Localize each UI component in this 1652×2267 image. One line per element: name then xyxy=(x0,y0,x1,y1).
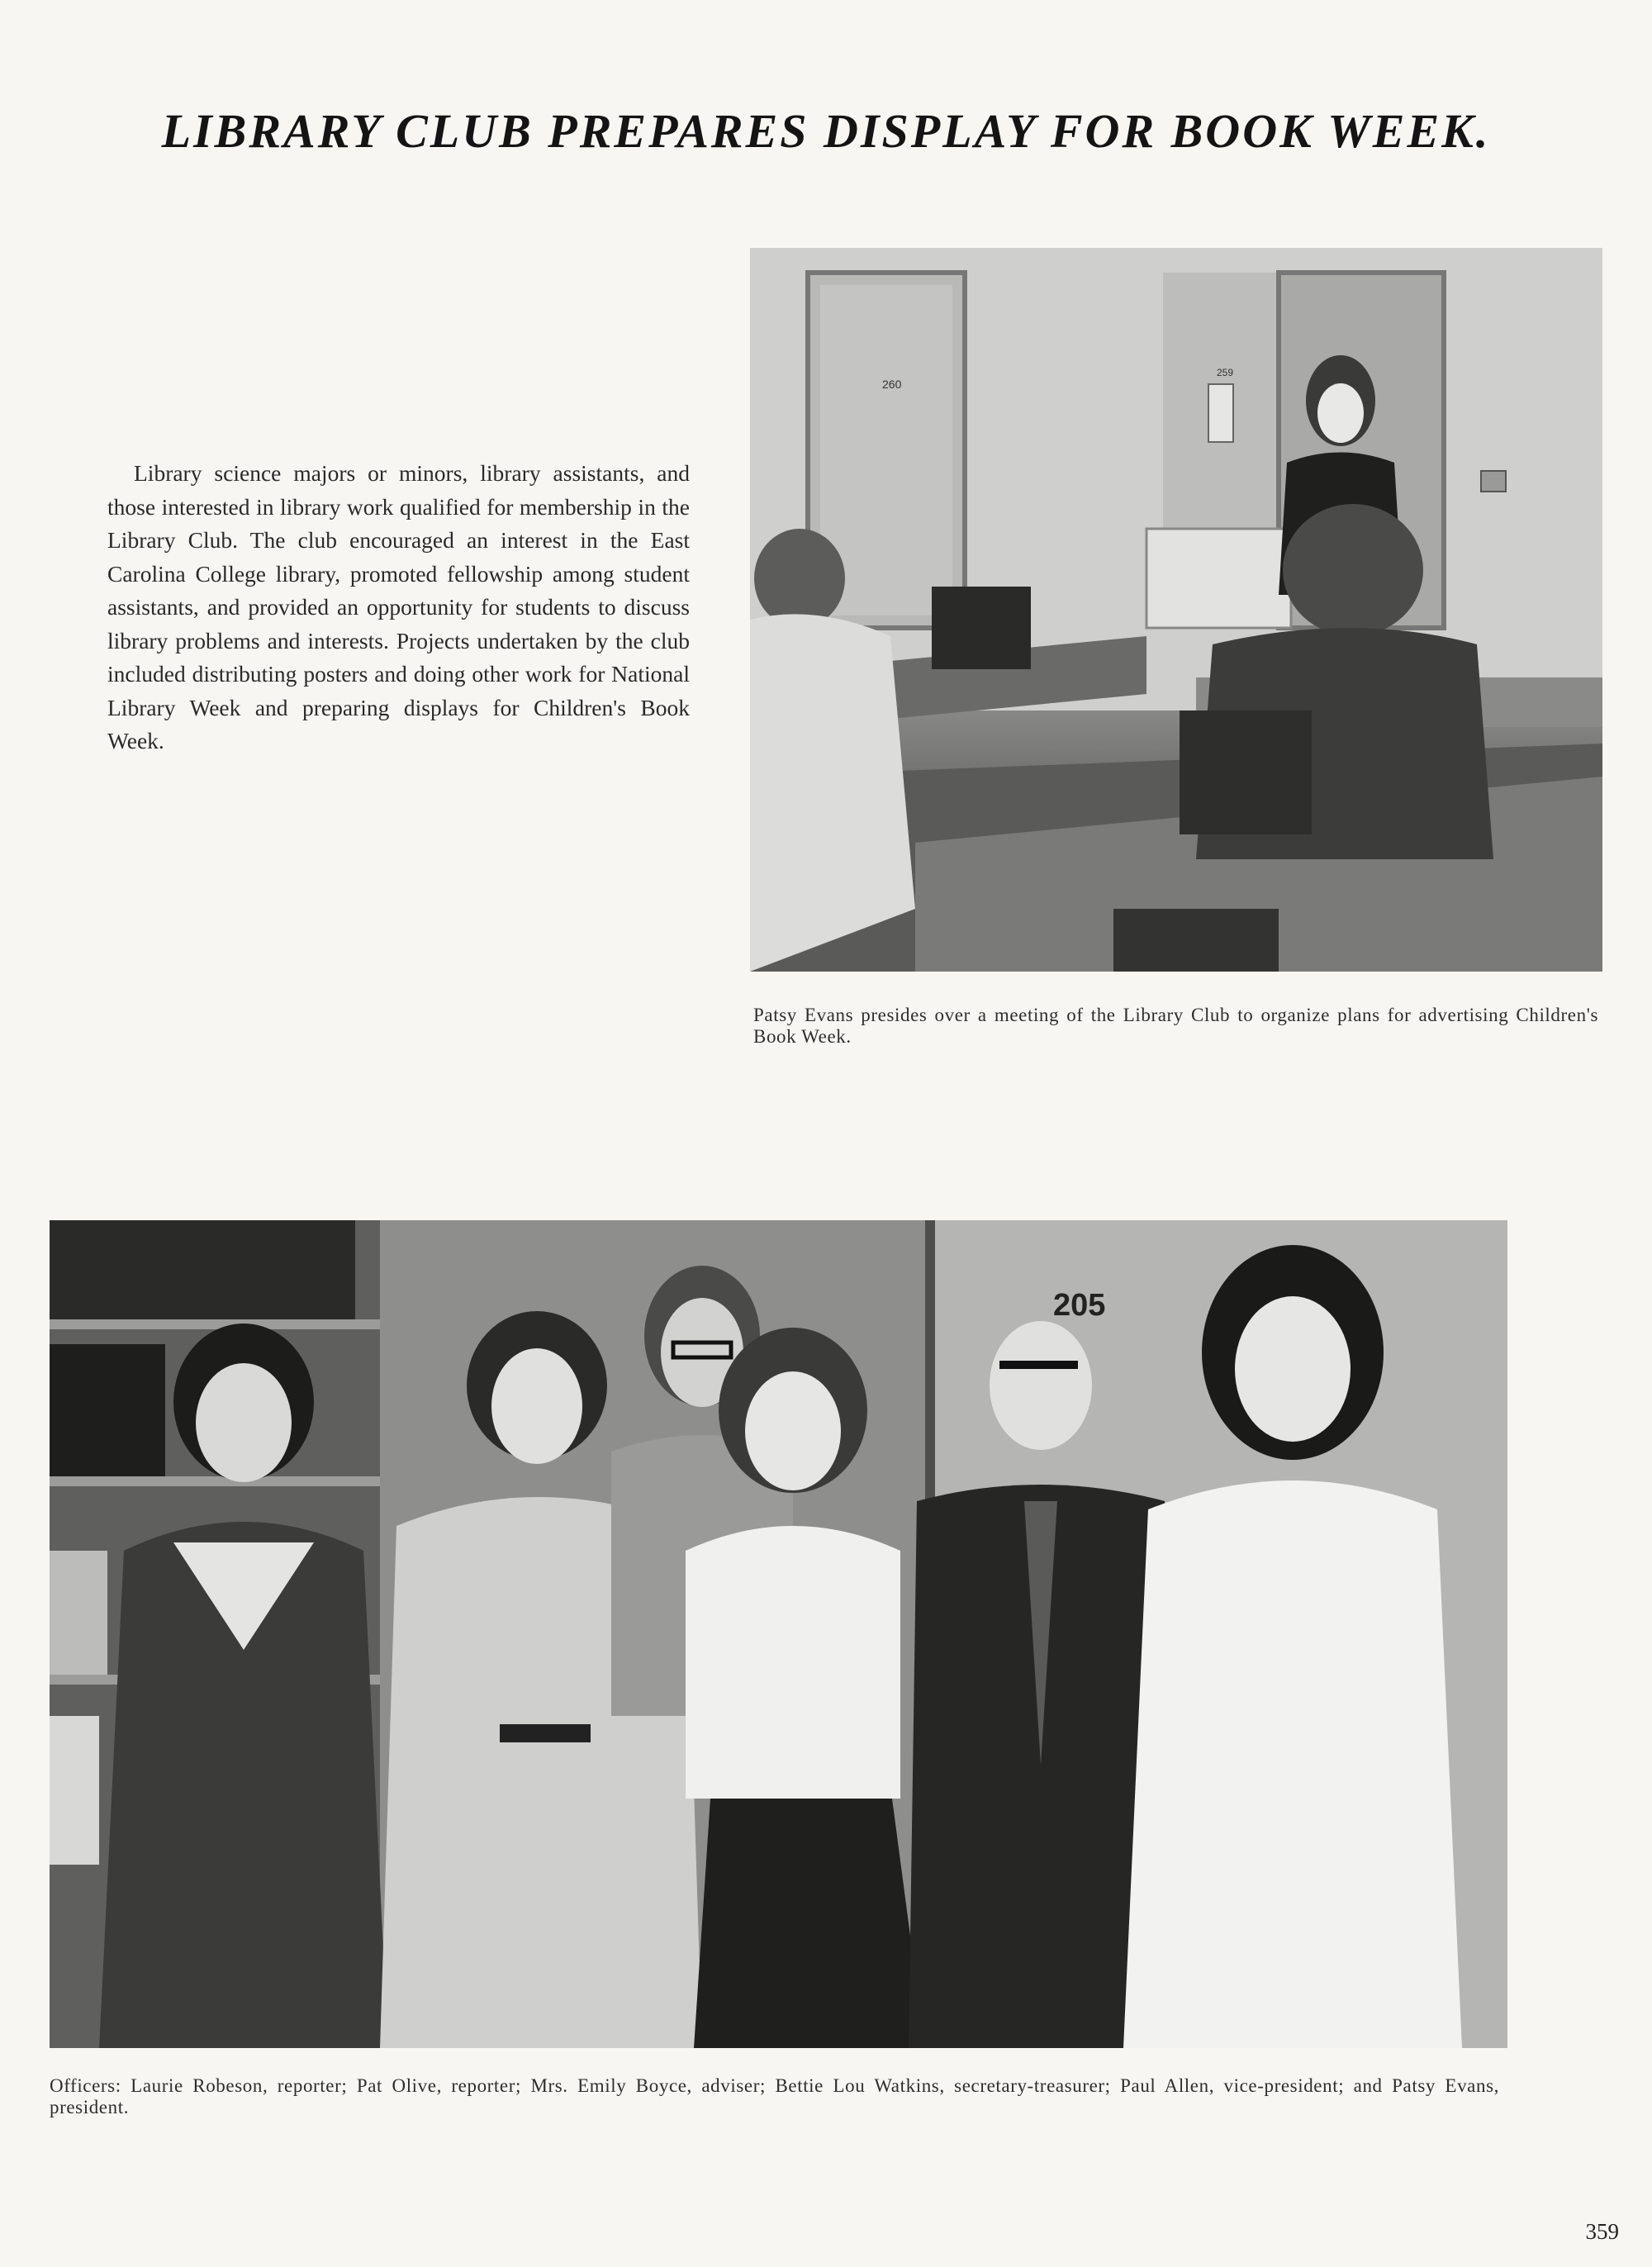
page-number: 359 xyxy=(1585,2219,1619,2244)
officers-photo-drawing xyxy=(50,1220,1507,2048)
meeting-photo-caption: Patsy Evans presides over a meeting of the Library Club to organize plans for advertising Children's Book Week. xyxy=(753,1005,1598,1047)
meeting-photo xyxy=(750,248,1602,972)
door-number-right: 259 xyxy=(1217,367,1234,378)
officers-photo-caption: Officers: Laurie Robeson, reporter; Pat Olive, reporter; Mrs. Emily Boyce, adviser; Bettie Lou Watkins, secretary-treasurer; Paul Allen, vice-president; and Patsy Evans, president. xyxy=(50,2075,1499,2117)
article-body: Library science majors or minors, library assistants, and those interested in library work qualified for membership in the Library Club. The club encouraged an interest in the East Carolina College library, promoted fellowship among student assistants, and provided an opportunity for students to discuss library problems and interests. Projects undertaken by the club included distributing posters and doing other work for National Library Week and preparing displays for Children's Book Week. xyxy=(107,460,690,753)
meeting-photo-drawing xyxy=(750,248,1602,972)
door-number-left: 260 xyxy=(882,378,902,391)
door-number: 205 xyxy=(1053,1288,1106,1323)
page-headline: LIBRARY CLUB PREPARES DISPLAY FOR BOOK WEEK. xyxy=(161,104,1491,158)
officers-photo xyxy=(50,1220,1507,2048)
